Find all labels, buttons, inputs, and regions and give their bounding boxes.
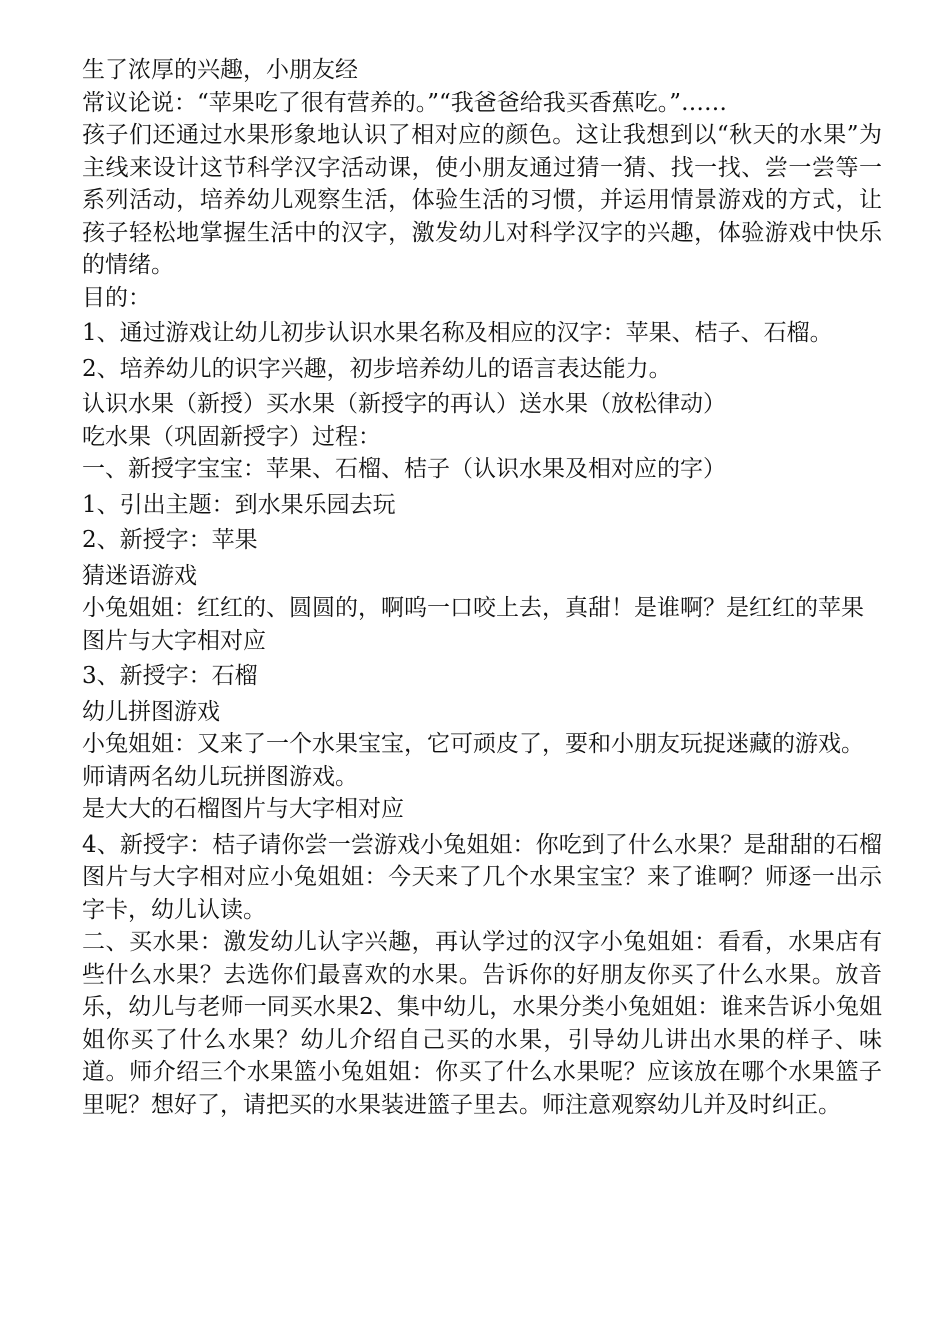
document-body: [82, 54, 882, 1121]
step-4: 4、新授字：桔子请你尝一尝游戏小兔姐姐：你吃到了什么水果？是甜甜的石榴图片与大字相对应小兔姐姐：今天来了几个水果宝宝？来了谁啊？师逐一出示字卡，幼儿认读。: [82, 831, 882, 923]
step-2: 2、新授字：苹果: [82, 527, 258, 553]
puzzle-game: 幼儿拼图游戏: [82, 698, 220, 725]
paragraph-design-rationale: 孩子们还通过水果形象地认识了相对应的颜色。这让我想到以“秋天的水果”为主线来设计这节科学汉字活动课，使小朋友通过猜一猜、找一找、尝一尝等一系列活动，培养幼儿观察生活，体验生活的习惯，并运用情景游戏的方式，让孩子轻松地掌握生活中的汉字，激发幼儿对科学汉字的兴趣，体验游戏中快乐的情绪。: [82, 122, 882, 278]
heading-goals: 目的：: [82, 284, 151, 311]
rabbit-riddle: 小兔姐姐：红红的、圆圆的，啊呜一口咬上去，真甜！是谁啊？是红红的苹果: [82, 595, 864, 621]
step-1: 1、引出主题：到水果乐园去玩: [82, 491, 396, 518]
picture-match-1: 图片与大字相对应: [82, 627, 266, 654]
step-3: 3、新授字：石榴: [82, 663, 258, 689]
goal-item-2: 2、培养幼儿的识字兴趣，初步培养幼儿的语言表达能力。: [82, 355, 672, 382]
paragraph-intro-fragment: 生了浓厚的兴趣，小朋友经: [82, 57, 358, 83]
goal-item-1: 1、通过游戏让幼儿初步认识水果名称及相应的汉字：苹果、桔子、石榴。: [82, 320, 833, 346]
activity-outline: 认识水果（新授）买水果（新授字的再认）送水果（放松律动）: [82, 391, 726, 417]
rabbit-hide-seek: 小兔姐姐：又来了一个水果宝宝，它可顽皮了，要和小朋友玩捉迷藏的游戏。: [82, 731, 864, 757]
picture-match-2: 是大大的石榴图片与大字相对应: [82, 796, 404, 822]
paragraph-quotes: 常议论说：“苹果吃了很有营养的。”“我爸爸给我买香蕉吃。”……: [82, 89, 728, 116]
activity-outline-cont: 吃水果（巩固新授字）过程：: [82, 423, 381, 450]
teacher-puzzle: 师请两名幼儿玩拼图游戏。: [82, 763, 358, 790]
section-2-buy-fruit: 二、买水果：激发幼儿认字兴趣，再认学过的汉字小兔姐姐：看看，水果店有些什么水果？去选你们最喜欢的水果。告诉你的好朋友你买了什么水果。放音乐，幼儿与老师一同买水果2、集中幼儿，水果分类小兔姐姐：谁来告诉小兔姐姐你买了什么水果？幼儿介绍自己买的水果，引导幼儿讲出水果的样子、味道。师介绍三个水果篮小兔姐姐：你买了什么水果呢？应该放在哪个水果篮子里呢？想好了，请把买的水果装进篮子里去。师注意观察幼儿并及时纠正。: [82, 929, 882, 1118]
riddle-game: 猜迷语游戏: [82, 562, 197, 589]
section-1-heading: 一、新授字宝宝：苹果、石榴、桔子（认识水果及相对应的字）: [82, 456, 726, 482]
